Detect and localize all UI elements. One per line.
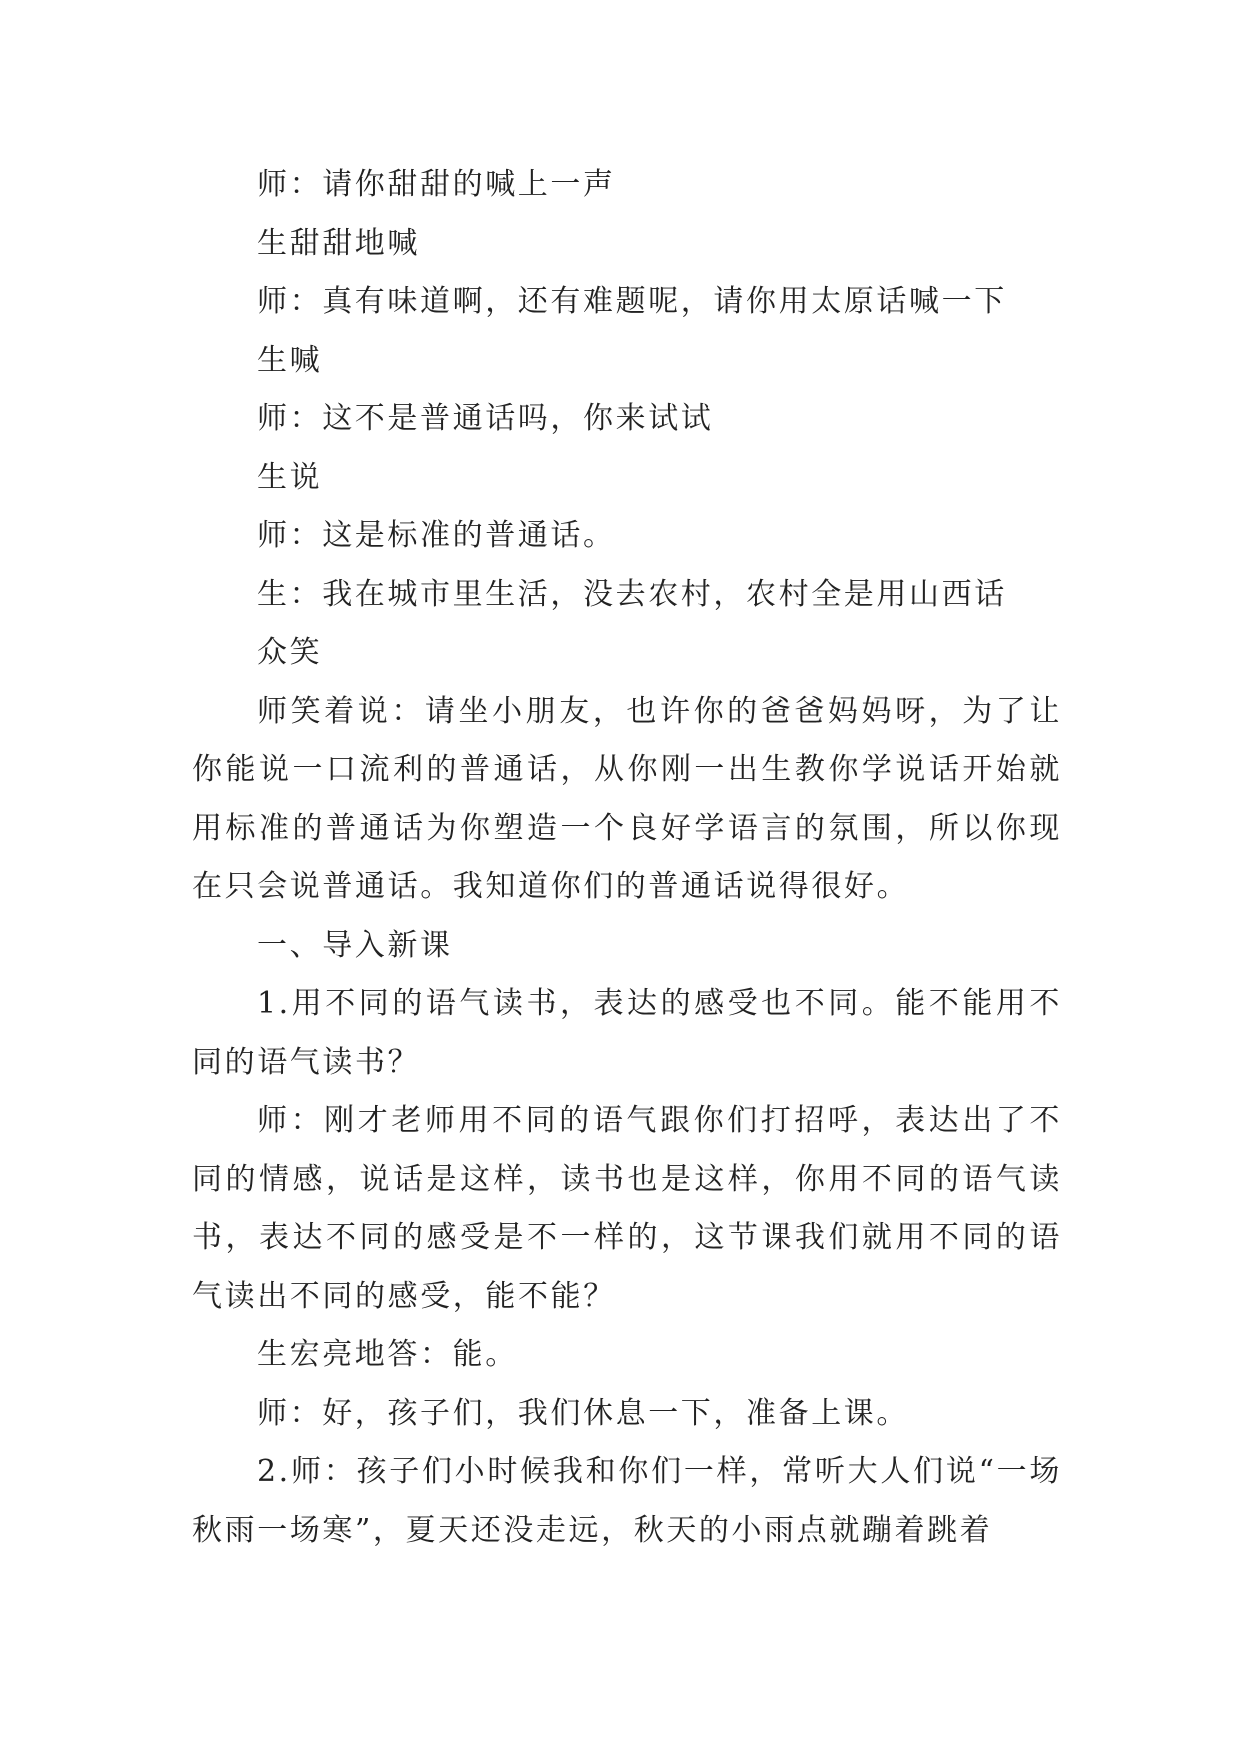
- paragraph: 众笑: [257, 635, 323, 670]
- section-heading: 一、导入新课: [257, 927, 453, 963]
- paragraph: 师：这不是普通话吗，你来试试: [257, 401, 714, 436]
- paragraph: 师：真有味道啊，还有难题呢，请你用太原话喊一下: [257, 284, 1007, 319]
- paragraph: 师笑着说：请坐小朋友，也许你的爸爸妈妈呀，为了让你能说一口流利的普通话，从你刚一出生教你学说话开始就用标准的普通话为你塑造一个良好学语言的氛围，所以你现在只会说普通话。我知道你们的普通话说得很好。: [192, 693, 1062, 904]
- paragraph: 生说: [257, 459, 323, 495]
- paragraph: 师：请你甜甜的喊上一声: [257, 167, 616, 202]
- paragraph: 师：刚才老师用不同的语气跟你们打招呼，表达出了不同的情感，说话是这样，读书也是这样，你用不同的语气读书，表达不同的感受是不一样的，这节课我们就用不同的语气读出不同的感受，能不能？: [192, 1103, 1062, 1314]
- document-body: [192, 156, 1062, 1560]
- paragraph: 生宏亮地答：能。: [257, 1337, 518, 1372]
- paragraph: 生甜甜地喊: [257, 225, 420, 261]
- paragraph: 生：我在城市里生活，没去农村，农村全是用山西话: [257, 576, 1007, 612]
- paragraph: 生喊: [257, 342, 323, 378]
- paragraph: 1.用不同的语气读书，表达的感受也不同。能不能用不同的语气读书？: [192, 986, 1062, 1080]
- paragraph: 师：这是标准的普通话。: [257, 518, 616, 553]
- paragraph: 师：好，孩子们，我们休息一下，准备上课。: [257, 1395, 909, 1431]
- paragraph: 2.师：孩子们小时候我和你们一样，常听大人们说“一场秋雨一场寒”，夏天还没走远，秋天的小雨点就蹦着跳着: [192, 1454, 1062, 1548]
